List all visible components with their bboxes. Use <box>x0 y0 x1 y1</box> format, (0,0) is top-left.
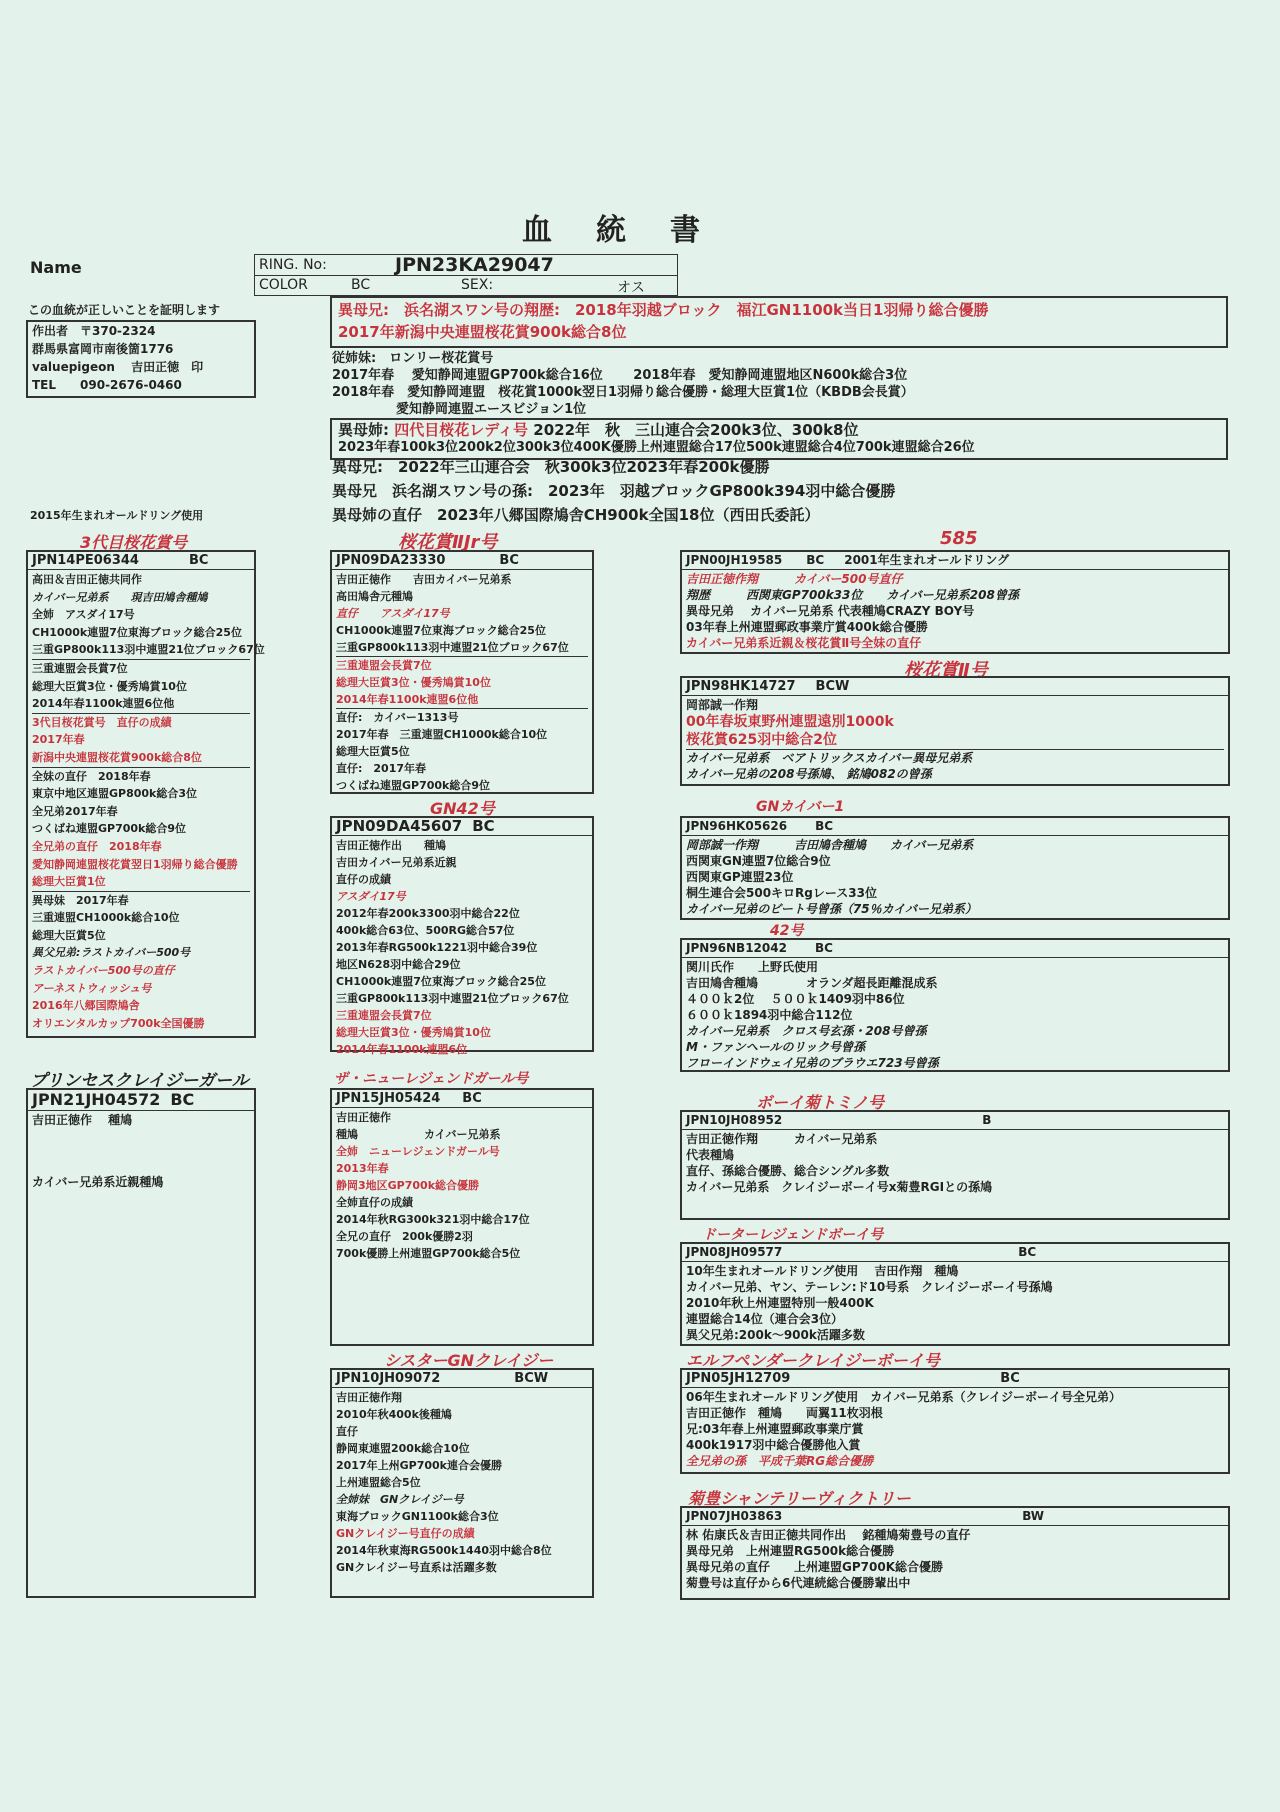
sire-line: 総理大臣賞1位 <box>32 875 106 889</box>
g6-line: 10年生まれオールドリング使用 吉田作翔 種鳩 <box>686 1264 959 1278</box>
sd-ring-row <box>332 818 592 836</box>
breeder-box <box>26 320 256 398</box>
sire-heading: 3代目桜花賞号 <box>80 533 188 552</box>
g2-line: 桜花賞625羽中総合2位 <box>686 732 837 748</box>
sire-line: 新潟中央連盟桜花賞900k総合8位 <box>32 750 202 764</box>
sd-box <box>330 816 594 1056</box>
old-ring-note: 2015年生まれオールドリング使用 <box>30 509 204 522</box>
sire-line: 総理大臣賞5位 <box>32 928 106 942</box>
dd-ring-row <box>332 1370 592 1388</box>
g1-line: 03年春上州連盟郵政事業庁賞400k総合優勝 <box>686 620 928 634</box>
top-box-2-line-2: 2023年春100k3位200k2位300k3位400K優勝上州連盟総合17位500k連盟総合4位700k連盟総合26位 <box>338 440 975 455</box>
ring-number: JPN23KA29047 <box>395 254 554 276</box>
g7-ring-row <box>682 1370 1228 1388</box>
sire-line: 異父兄弟:ラストカイバー500号 <box>32 946 191 960</box>
dd-line: 吉田正徳作翔 <box>336 1391 402 1404</box>
g7-line: 06年生まれオールドリング使用 カイバー兄弟系（クレイジーボーイ号全兄弟） <box>686 1390 1122 1404</box>
dam-line-2: カイバー兄弟系近親種鳩 <box>32 1175 164 1189</box>
ds-heading: ザ・ニューレジェンドガール号 <box>334 1071 529 1087</box>
ss-line: CH1000k連盟7位東海ブロック総合25位 <box>336 624 546 637</box>
sire-line: 愛知静岡連盟桜花賞翌日1羽帰り総合優勝 <box>32 857 238 871</box>
sire-line: 高田＆吉田正徳共同作 <box>32 573 142 586</box>
g5-line: 代表種鳩 <box>686 1148 735 1162</box>
g1-heading: 585 <box>940 528 978 549</box>
breeder-tel: TEL 090-2676-0460 <box>32 378 182 392</box>
dd-ring: JPN10JH09072 <box>336 1371 441 1386</box>
sd-line: 400k総合63位、500RG総合57位 <box>336 924 515 937</box>
g2-box <box>680 676 1230 786</box>
g2-line: カイバー兄弟系 ベアトリックスカイバー異母兄弟系 <box>686 749 1224 766</box>
top-box-1-line-1: 異母兄: 浜名湖スワン号の翔歴: 2018年羽越ブロック 福江GN1100k当日1羽帰り総合優勝 <box>338 301 989 319</box>
g2-heading: 桜花賞Ⅱ号 <box>904 660 988 681</box>
ring-info-box <box>254 254 678 296</box>
g8-line: 異母兄弟の直仔 上州連盟GP700K総合優勝 <box>686 1560 943 1574</box>
g5-color: B <box>982 1113 992 1127</box>
dd-line: 静岡東連盟200k総合10位 <box>336 1442 470 1455</box>
g3-heading: GNカイバー1 <box>756 799 845 815</box>
sire-line: アーネストウィッシュ号 <box>32 981 152 995</box>
dd-line: GNクレイジー号直仔の成績 <box>336 1527 475 1540</box>
top-p1: 従姉妹: ロンリー桜花賞号 <box>332 351 494 366</box>
dd-line: 全姉妹 GNクレイジー号 <box>336 1493 464 1506</box>
g7-ring: JPN05JH12709 <box>686 1371 791 1386</box>
g2-color: BCW <box>815 679 850 694</box>
g1-line: 翔歴 西関東GP700k33位 カイバー兄弟系208曾孫 <box>686 588 1019 602</box>
g1-ring: JPN00JH19585 <box>686 553 783 567</box>
g2-line: 00年春坂東野州連盟遠別1000k <box>686 714 894 730</box>
g8-box <box>680 1506 1230 1600</box>
g6-lines <box>682 1262 1228 1344</box>
sire-line: カイバー兄弟系 現吉田鳩舎種鳩 <box>32 590 208 604</box>
sd-lines <box>332 836 592 1059</box>
ds-line: 静岡3地区GP700k総合優勝 <box>336 1179 480 1192</box>
top-paragraph <box>332 350 914 418</box>
sire-ring: JPN14PE06344 <box>32 553 139 568</box>
g8-lines <box>682 1526 1228 1592</box>
g4-line: カイバー兄弟系 クロス号玄孫・208号曾孫 <box>686 1024 927 1038</box>
ss-ring-row <box>332 552 592 570</box>
sire-line: 3代目桜花賞号 直仔の成績 <box>32 713 250 732</box>
g5-ring-row <box>682 1112 1228 1130</box>
g4-line: M・ファンヘールのリック号曾孫 <box>686 1040 865 1054</box>
g8-line: 異母兄弟 上州連盟RG500k総合優勝 <box>686 1544 895 1558</box>
half-sister-name: 四代目桜花レディ号 <box>394 421 529 439</box>
sire-line: オリエンタルカップ700k全国優勝 <box>32 1016 205 1030</box>
g5-lines <box>682 1130 1228 1196</box>
g4-line: 関川氏作 上野氏使用 <box>686 960 819 974</box>
sd-line: アスダイ17号 <box>336 890 406 903</box>
sd-heading: GN42号 <box>430 799 495 818</box>
g4-lines <box>682 958 1228 1072</box>
dd-line: 直仔 <box>336 1425 358 1438</box>
g4-line: フローインドウェイ兄弟のブラウエ723号曾孫 <box>686 1056 939 1070</box>
sire-line: ラストカイバー500号の直仔 <box>32 964 175 978</box>
sd-line: 総理大臣賞3位・優秀鳩賞10位 <box>336 1026 491 1039</box>
sd-line: 2013年春RG500k1221羽中総合39位 <box>336 941 538 954</box>
g5-heading: ボーイ菊トミノ号 <box>756 1093 885 1112</box>
ss-line: 2017年春 三重連盟CH1000k総合10位 <box>336 728 548 741</box>
g3-ring-row <box>682 818 1228 836</box>
g4-ring: JPN96NB12042 <box>686 941 787 955</box>
g4-line: 吉田鳩舎種鳩 オランダ超長距離混成系 <box>686 976 938 990</box>
dd-line: 東海ブロックGN1100k総合3位 <box>336 1510 499 1523</box>
g3-line: 岡部誠一作翔 吉田鳩舎種鳩 カイバー兄弟系 <box>686 838 974 852</box>
top-box-2-line-1 <box>332 420 1226 440</box>
g5-ring: JPN10JH08952 <box>686 1113 783 1127</box>
ss-line: 総理大臣賞3位・優秀鳩賞10位 <box>336 676 491 689</box>
top-p2: 2017年春 愛知静岡連盟GP700k総合16位 2018年春 愛知静岡連盟地区N600k総合3位 <box>332 368 908 383</box>
g6-line: 連盟総合14位（連合会3位） <box>686 1312 844 1326</box>
color-label: COLOR <box>259 277 308 293</box>
g6-ring: JPN08JH09577 <box>686 1245 783 1259</box>
ds-line: 全兄の直仔 200k優勝2羽 <box>336 1230 473 1243</box>
dd-color: BCW <box>514 1371 549 1386</box>
top-q2: 異母兄 浜名湖スワン号の孫: 2023年 羽越ブロックGP800k394羽中総合優勝 <box>332 482 896 500</box>
top-box-1 <box>330 296 1228 348</box>
g1-lines <box>682 570 1228 652</box>
dd-line: 2010年秋400k後種鳩 <box>336 1408 452 1421</box>
g8-color: BW <box>1022 1509 1044 1523</box>
g6-heading: ドーターレジェンドボーイ号 <box>702 1227 884 1243</box>
ss-line: 高田鳩舎元種鳩 <box>336 590 413 603</box>
breeder-line: 作出者 〒370-2324 <box>32 324 156 338</box>
ds-color: BC <box>462 1091 482 1106</box>
g8-ring-row <box>682 1508 1228 1526</box>
g3-ring: JPN96HK05626 <box>686 819 788 833</box>
g5-line: カイバー兄弟系 クレイジーボーイ号x菊豊RGⅠとの孫鳩 <box>686 1180 993 1194</box>
g7-line: 兄:03年春上州連盟郵政事業庁賞 <box>686 1422 864 1436</box>
g3-lines <box>682 836 1228 918</box>
g3-color: BC <box>815 819 834 833</box>
sire-ring-row <box>28 552 254 570</box>
g6-box <box>680 1242 1230 1346</box>
sex-label: SEX: <box>461 277 494 293</box>
g4-line: ４００ｋ2位 ５００ｋ1409羽中86位 <box>686 992 905 1006</box>
sire-line: 三重連盟CH1000k総合10位 <box>32 911 180 925</box>
sd-line: 直仔の成績 <box>336 873 391 886</box>
ss-ring: JPN09DA23330 <box>336 553 446 568</box>
certification-text: この血統が正しいことを証明します <box>28 303 221 317</box>
sd-line: 三重GP800k113羽中連盟21位ブロック67位 <box>336 992 569 1005</box>
g6-line: 異父兄弟:200k〜900k活躍多数 <box>686 1328 865 1342</box>
sd-line: CH1000k連盟7位東海ブロック総合25位 <box>336 975 546 988</box>
g8-heading: 菊豊シャンテリーヴィクトリー <box>688 1489 911 1508</box>
g8-line: 林 佑康氏＆吉田正徳共同作出 銘種鳩菊豊号の直仔 <box>686 1528 971 1542</box>
g4-line: ６００ｋ1894羽中総合112位 <box>686 1008 853 1022</box>
g4-ring-row <box>682 940 1228 958</box>
dam-color: BC <box>170 1090 195 1109</box>
ds-line: 2013年春 <box>336 1162 389 1175</box>
ss-color: BC <box>499 553 519 568</box>
sire-line: 2014年春1100k連盟6位他 <box>32 697 175 711</box>
g7-line: 全兄弟の孫 平成千葉RG総合優勝 <box>686 1454 874 1468</box>
g2-ring-row <box>682 678 1228 696</box>
dd-heading: シスターGNクレイジー <box>384 1351 554 1370</box>
ss-line: 三重GP800k113羽中連盟21位ブロック67位 <box>336 641 569 654</box>
g4-heading: 42号 <box>770 923 804 939</box>
sire-line: 異母妹 2017年春 <box>32 891 250 910</box>
g7-line: 吉田正徳作 種鳩 両翼11枚羽根 <box>686 1406 883 1420</box>
breeder-address: 群馬県富岡市南後箇1776 <box>32 342 174 356</box>
sire-box <box>26 550 265 1038</box>
g2-line: カイバー兄弟の208号孫鳩、 銘鳩082の曾孫 <box>686 767 932 781</box>
ss-line: 吉田正徳作 吉田カイバー兄弟系 <box>336 573 512 586</box>
sire-line: 2016年八郷国際鳩舎 <box>32 999 140 1013</box>
ds-lines <box>332 1108 592 1263</box>
sd-color: BC <box>472 817 495 835</box>
g1-line: 吉田正徳作翔 カイバー500号直仔 <box>686 572 903 586</box>
half-sister-record: 2022年 秋 三山連合会200k3位、300k8位 <box>533 421 859 439</box>
ds-line: 700k優勝上州連盟GP700k総合5位 <box>336 1247 521 1260</box>
g3-line: 西関東GN連盟7位総合9位 <box>686 854 831 868</box>
ss-lines <box>332 570 592 795</box>
dd-line: GNクレイジー号直系は活躍多数 <box>336 1561 497 1574</box>
sire-color: BC <box>188 553 209 568</box>
top-p4: 愛知静岡連盟エースビジョン1位 <box>396 402 587 417</box>
ss-line: 直仔 アスダイ17号 <box>336 607 450 620</box>
g1-line: カイバー兄弟系近親＆桜花賞Ⅱ号全妹の直仔 <box>686 636 922 650</box>
ss-line: 2014年春1100k連盟6位他 <box>336 693 479 706</box>
sd-line: 2014年春1100k連盟6位 <box>336 1043 468 1056</box>
name-label: Name <box>30 258 82 277</box>
ss-heading: 桜花賞ⅡJr号 <box>398 532 498 553</box>
color-value: BC <box>351 277 371 293</box>
dam-ring: JPN21JH04572 <box>32 1090 161 1109</box>
breeder-name: valuepigeon 吉田正徳 印 <box>32 360 204 374</box>
dam-heading: プリンセスクレイジーガール <box>30 1071 249 1091</box>
sex-value: オス <box>617 280 645 296</box>
sire-line: 三重連盟会長賞7位 <box>32 659 250 678</box>
ss-line: 直仔: カイバー1313号 <box>336 708 588 726</box>
sd-ring: JPN09DA45607 <box>336 817 463 835</box>
dam-line-1: 吉田正徳作 種鳩 <box>32 1113 133 1127</box>
g3-line: カイバー兄弟のビート号曾孫（75％カイバー兄弟系） <box>686 902 978 916</box>
g6-line: 2010年秋上州連盟特別一般400K <box>686 1296 874 1310</box>
g8-ring: JPN07JH03863 <box>686 1509 783 1523</box>
sire-line: つくばね連盟GP700k総合9位 <box>32 822 187 836</box>
dd-lines <box>332 1388 592 1577</box>
g2-ring: JPN98HK14727 <box>686 679 796 694</box>
half-sister-label: 異母姉: <box>338 421 389 439</box>
sire-line: CH1000k連盟7位東海ブロック総合25位 <box>32 625 242 639</box>
ds-line: 種鳩 カイバー兄弟系 <box>336 1128 501 1141</box>
g2-lines <box>682 696 1228 783</box>
sd-line: 2012年春200k3300羽中総合22位 <box>336 907 520 920</box>
top-q3: 異母姉の直仔 2023年八郷国際鳩舎CH900k全国18位（西田氏委託） <box>332 506 820 524</box>
sire-line: 2017年春 <box>32 733 85 747</box>
sire-lines <box>28 570 265 1033</box>
dam-box <box>26 1088 256 1598</box>
g6-ring-row <box>682 1244 1228 1262</box>
ds-ring-row <box>332 1090 592 1108</box>
g4-box <box>680 938 1230 1072</box>
ds-line: 全姉直仔の成績 <box>336 1196 413 1209</box>
ss-line: 三重連盟会長賞7位 <box>336 656 588 674</box>
g1-ring-row <box>682 552 1228 570</box>
top-extra <box>332 455 895 527</box>
sd-line: 吉田カイバー兄弟系近親 <box>336 856 457 869</box>
g1-line: 異母兄弟 カイバー兄弟系 代表種鳩CRAZY BOY号 <box>686 604 975 618</box>
sire-line: 総理大臣賞3位・優秀鳩賞10位 <box>32 679 187 693</box>
g6-line: カイバー兄弟、ヤン、テーレン:ド10号系 クレイジーボーイ号孫鳩 <box>686 1280 1053 1294</box>
ss-box <box>330 550 594 794</box>
g3-box <box>680 816 1230 920</box>
g5-line: 吉田正徳作翔 カイバー兄弟系 <box>686 1132 878 1146</box>
ss-line: 総理大臣賞5位 <box>336 745 410 758</box>
sd-line: 三重連盟会長賞7位 <box>336 1009 432 1022</box>
ds-line: 全姉 ニューレジェンドガール号 <box>336 1145 500 1158</box>
g8-line: 菊豊号は直仔から6代連続総合優勝輩出中 <box>686 1576 911 1590</box>
sd-line: 吉田正徳作出 種鳩 <box>336 839 446 852</box>
ds-line: 吉田正徳作 <box>336 1111 391 1124</box>
sire-line: 全兄弟の直仔 2018年春 <box>32 839 162 853</box>
dd-box <box>330 1368 594 1598</box>
sire-line: 東京中地区連盟GP800k総合3位 <box>32 787 198 801</box>
dd-line: 2017年上州GP700k連合会優勝 <box>336 1459 502 1472</box>
ds-line: 2014年秋RG300k321羽中総合17位 <box>336 1213 530 1226</box>
g5-line: 直仔、孫総合優勝、総合シングル多数 <box>686 1164 890 1178</box>
g7-color: BC <box>1000 1371 1020 1386</box>
top-box-2 <box>330 418 1228 460</box>
g7-box <box>680 1368 1230 1474</box>
sire-line: 三重GP800k113羽中連盟21位ブロック67位 <box>32 643 265 657</box>
dd-line: 2014年秋東海RG500k1440羽中総合8位 <box>336 1544 552 1557</box>
g1-box <box>680 550 1230 654</box>
g1-note: 2001年生まれオールドリング <box>844 553 1010 567</box>
g7-lines <box>682 1388 1228 1470</box>
g3-line: 桐生連合会500キロRgレース33位 <box>686 886 877 900</box>
sire-line: 全姉 アスダイ17号 <box>32 608 135 622</box>
sire-line: 全妹の直仔 2018年春 <box>32 767 250 786</box>
page-title: 血統書 <box>522 213 744 248</box>
dam-ring-row <box>28 1090 254 1111</box>
g5-box <box>680 1110 1230 1220</box>
ring-label: RING. No: <box>259 257 327 273</box>
sd-line: 地区N628羽中総合29位 <box>336 958 461 971</box>
dd-line: 上州連盟総合5位 <box>336 1476 421 1489</box>
ds-box <box>330 1088 594 1346</box>
g3-line: 西関東GP連盟23位 <box>686 870 794 884</box>
sire-line: 全兄弟2017年春 <box>32 804 118 818</box>
g1-color: BC <box>806 553 825 567</box>
ss-line: つくばね連盟GP700k総合9位 <box>336 779 491 792</box>
g7-heading: エルフペンダークレイジーボーイ号 <box>686 1351 940 1370</box>
g6-color: BC <box>1018 1245 1037 1259</box>
g2-line: 岡部誠一作翔 <box>686 698 759 712</box>
g7-line: 400k1917羽中総合優勝他入賞 <box>686 1438 861 1452</box>
top-q1: 異母兄: 2022年三山連合会 秋300k3位2023年春200k優勝 <box>332 458 770 476</box>
ds-ring: JPN15JH05424 <box>336 1091 441 1106</box>
top-p3: 2018年春 愛知静岡連盟 桜花賞1000k翌日1羽帰り総合優勝・総理大臣賞1位（KBDB会長賞） <box>332 385 914 400</box>
top-box-1-line-2: 2017年新潟中央連盟桜花賞900k総合8位 <box>338 323 627 341</box>
g4-color: BC <box>814 941 833 955</box>
ss-line: 直仔: 2017年春 <box>336 762 427 775</box>
